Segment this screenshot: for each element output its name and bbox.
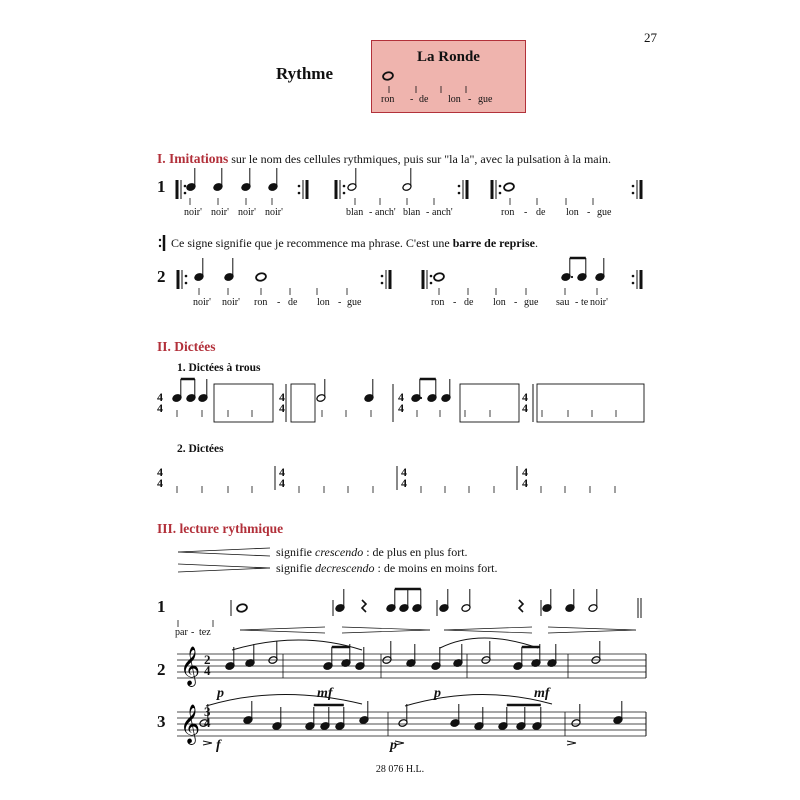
repeat-dot	[343, 192, 346, 195]
time-top: 2	[204, 652, 211, 667]
ronde-syllable: ron	[381, 94, 395, 105]
time-bottom: 4	[522, 401, 528, 415]
whole-note	[503, 182, 515, 192]
lyric: gue	[597, 207, 612, 218]
time-top: 4	[522, 465, 528, 479]
blank-measure-box	[460, 384, 519, 422]
crescendo-hairpin	[178, 552, 270, 556]
dynamic-marking: p	[217, 686, 224, 701]
ronde-syllable: gue	[478, 94, 493, 105]
section1-title: I. Imitations	[157, 151, 229, 166]
lyric: lon	[566, 207, 579, 218]
repeat-dot	[185, 282, 188, 285]
augmentation-dot	[571, 276, 573, 278]
decresc-term: decrescendo	[315, 561, 375, 575]
lyric: -	[191, 627, 195, 638]
repeat-dot	[430, 275, 433, 278]
repeat-note-text: Ce signe signifie que je recommence ma phrase. C'est une	[171, 236, 453, 250]
lyric: noir'	[193, 297, 211, 308]
cresc-term: crescendo	[315, 545, 364, 559]
blank-measure-box	[214, 384, 273, 422]
ronde-syllable: -	[468, 94, 472, 105]
lyric: ron	[431, 297, 445, 308]
lyric: te	[581, 297, 589, 308]
lyric: blan	[346, 207, 364, 218]
footer-reference: 28 076 H.L.	[375, 764, 425, 775]
lyric: ron	[501, 207, 515, 218]
quarter-rest	[362, 600, 366, 612]
lyric: -	[575, 297, 579, 308]
time-top: 4	[279, 465, 285, 479]
lyric: anch'	[375, 207, 396, 218]
repeat-dot	[632, 275, 635, 278]
lyric: noir'	[222, 297, 240, 308]
ronde-syllable: lon	[448, 94, 461, 105]
repeat-dot	[159, 239, 161, 241]
augmentation-dot	[420, 397, 422, 399]
time-top: 4	[522, 390, 528, 404]
accent-mark	[567, 741, 576, 743]
section1-text: sur le nom des cellules rythmiques, puis sur "la la", avec la pulsation à la main.	[228, 152, 611, 166]
dynamic-marking: p	[390, 738, 397, 753]
lyric: ron	[254, 297, 268, 308]
repeat-dot	[499, 185, 502, 188]
decrescendo-hairpin	[548, 627, 636, 630]
ronde-box-title: La Ronde	[417, 49, 480, 65]
lyric: tez	[199, 627, 211, 638]
time-bottom: 4	[157, 476, 163, 490]
lyric: gue	[347, 297, 362, 308]
crescendo-hairpin	[444, 627, 532, 630]
lyric: noir'	[211, 207, 229, 218]
quarter-rest	[519, 600, 523, 612]
lyric: noir'	[238, 207, 256, 218]
lyric: -	[369, 207, 373, 218]
accent-mark	[567, 743, 576, 745]
lyric: noir'	[265, 207, 283, 218]
section2-title: II. Dictées	[157, 339, 216, 354]
decrescendo-hairpin	[178, 564, 270, 568]
repeat-dot	[185, 275, 188, 278]
lyric: -	[338, 297, 342, 308]
time-bottom: 4	[398, 401, 404, 415]
repeat-note-end: .	[534, 236, 538, 250]
line-number: 2	[157, 660, 166, 679]
repeat-dot	[298, 185, 301, 188]
lyric: -	[277, 297, 281, 308]
lyric: lon	[317, 297, 330, 308]
repeat-note-bold: barre de reprise	[452, 236, 535, 250]
repeat-dot	[499, 192, 502, 195]
blank-measure-box	[291, 384, 315, 422]
time-top: 4	[398, 390, 404, 404]
lyric: par	[175, 627, 188, 638]
decrescendo-hairpin	[342, 627, 430, 630]
time-bottom: 4	[157, 401, 163, 415]
slur	[232, 640, 362, 650]
lyric: -	[524, 207, 528, 218]
repeat-dot	[381, 282, 384, 285]
dynamic-marking: f	[216, 738, 221, 753]
repeat-dot	[632, 192, 635, 195]
repeat-dot	[458, 192, 461, 195]
lyric: de	[536, 207, 546, 218]
ronde-syllable: de	[419, 94, 429, 105]
repeat-dot	[381, 275, 384, 278]
lyric: noir'	[590, 297, 608, 308]
repeat-dot	[343, 185, 346, 188]
page-title: Rythme	[276, 64, 334, 83]
lyric: blan	[403, 207, 421, 218]
whole-note	[433, 272, 445, 282]
cresc-def: : de plus en plus fort.	[363, 545, 468, 559]
dictee-trous-title: 1. Dictées à trous	[177, 362, 261, 374]
dynamic-marking: p	[434, 686, 441, 701]
time-bottom: 4	[401, 476, 407, 490]
accent-mark	[203, 741, 212, 743]
time-top: 3	[204, 704, 211, 719]
lyric: de	[288, 297, 298, 308]
time-bottom: 4	[279, 476, 285, 490]
accent-mark	[395, 741, 404, 743]
whole-note	[236, 603, 248, 613]
crescendo-hairpin	[240, 627, 325, 630]
repeat-dot	[184, 192, 187, 195]
time-top: 4	[157, 390, 163, 404]
lyric: -	[453, 297, 457, 308]
decrescendo-hairpin	[548, 630, 636, 633]
repeat-dot	[184, 185, 187, 188]
lyric: lon	[493, 297, 506, 308]
whole-note	[255, 272, 267, 282]
dynamic-marking: mf	[317, 686, 333, 701]
time-top: 4	[401, 465, 407, 479]
decrescendo-hairpin	[178, 568, 270, 572]
repeat-dot	[632, 282, 635, 285]
accent-mark	[395, 743, 404, 745]
time-top: 4	[279, 390, 285, 404]
decrescendo-hairpin	[342, 630, 430, 633]
accent-mark	[203, 743, 212, 745]
lyric: anch'	[432, 207, 453, 218]
crescendo-hairpin	[444, 630, 532, 633]
line-number: 3	[157, 712, 166, 731]
crescendo-hairpin	[240, 630, 325, 633]
whole-note	[382, 71, 394, 81]
time-bottom: 4	[204, 715, 211, 730]
treble-clef: 𝄞	[180, 704, 201, 744]
crescendo-hairpin	[178, 548, 270, 552]
decresc-def: : de moins en moins fort.	[374, 561, 498, 575]
line-number: 1	[157, 177, 166, 196]
ronde-syllable: -	[410, 94, 414, 105]
repeat-dot	[159, 245, 161, 247]
lyric: sau	[556, 297, 570, 308]
lyric: de	[464, 297, 474, 308]
repeat-dot	[632, 185, 635, 188]
repeat-dot	[430, 282, 433, 285]
time-top: 4	[157, 465, 163, 479]
lyric: -	[514, 297, 518, 308]
time-bottom: 4	[522, 476, 528, 490]
lyric: -	[426, 207, 430, 218]
time-bottom: 4	[279, 401, 285, 415]
decresc-prefix: signifie	[276, 561, 315, 575]
dynamic-marking: mf	[534, 686, 550, 701]
blank-measure-box	[537, 384, 644, 422]
time-bottom: 4	[204, 663, 211, 678]
lyric: noir'	[184, 207, 202, 218]
cresc-prefix: signifie	[276, 545, 315, 559]
treble-clef: 𝄞	[180, 646, 201, 686]
line-number: 2	[157, 267, 166, 286]
lyric: gue	[524, 297, 539, 308]
repeat-dot	[298, 192, 301, 195]
repeat-dot	[458, 185, 461, 188]
section3-title: III. lecture rythmique	[157, 521, 284, 536]
line-number: 1	[157, 597, 166, 616]
page-number: 27	[644, 30, 657, 45]
dictee-title: 2. Dictées	[177, 443, 224, 455]
lyric: -	[587, 207, 591, 218]
